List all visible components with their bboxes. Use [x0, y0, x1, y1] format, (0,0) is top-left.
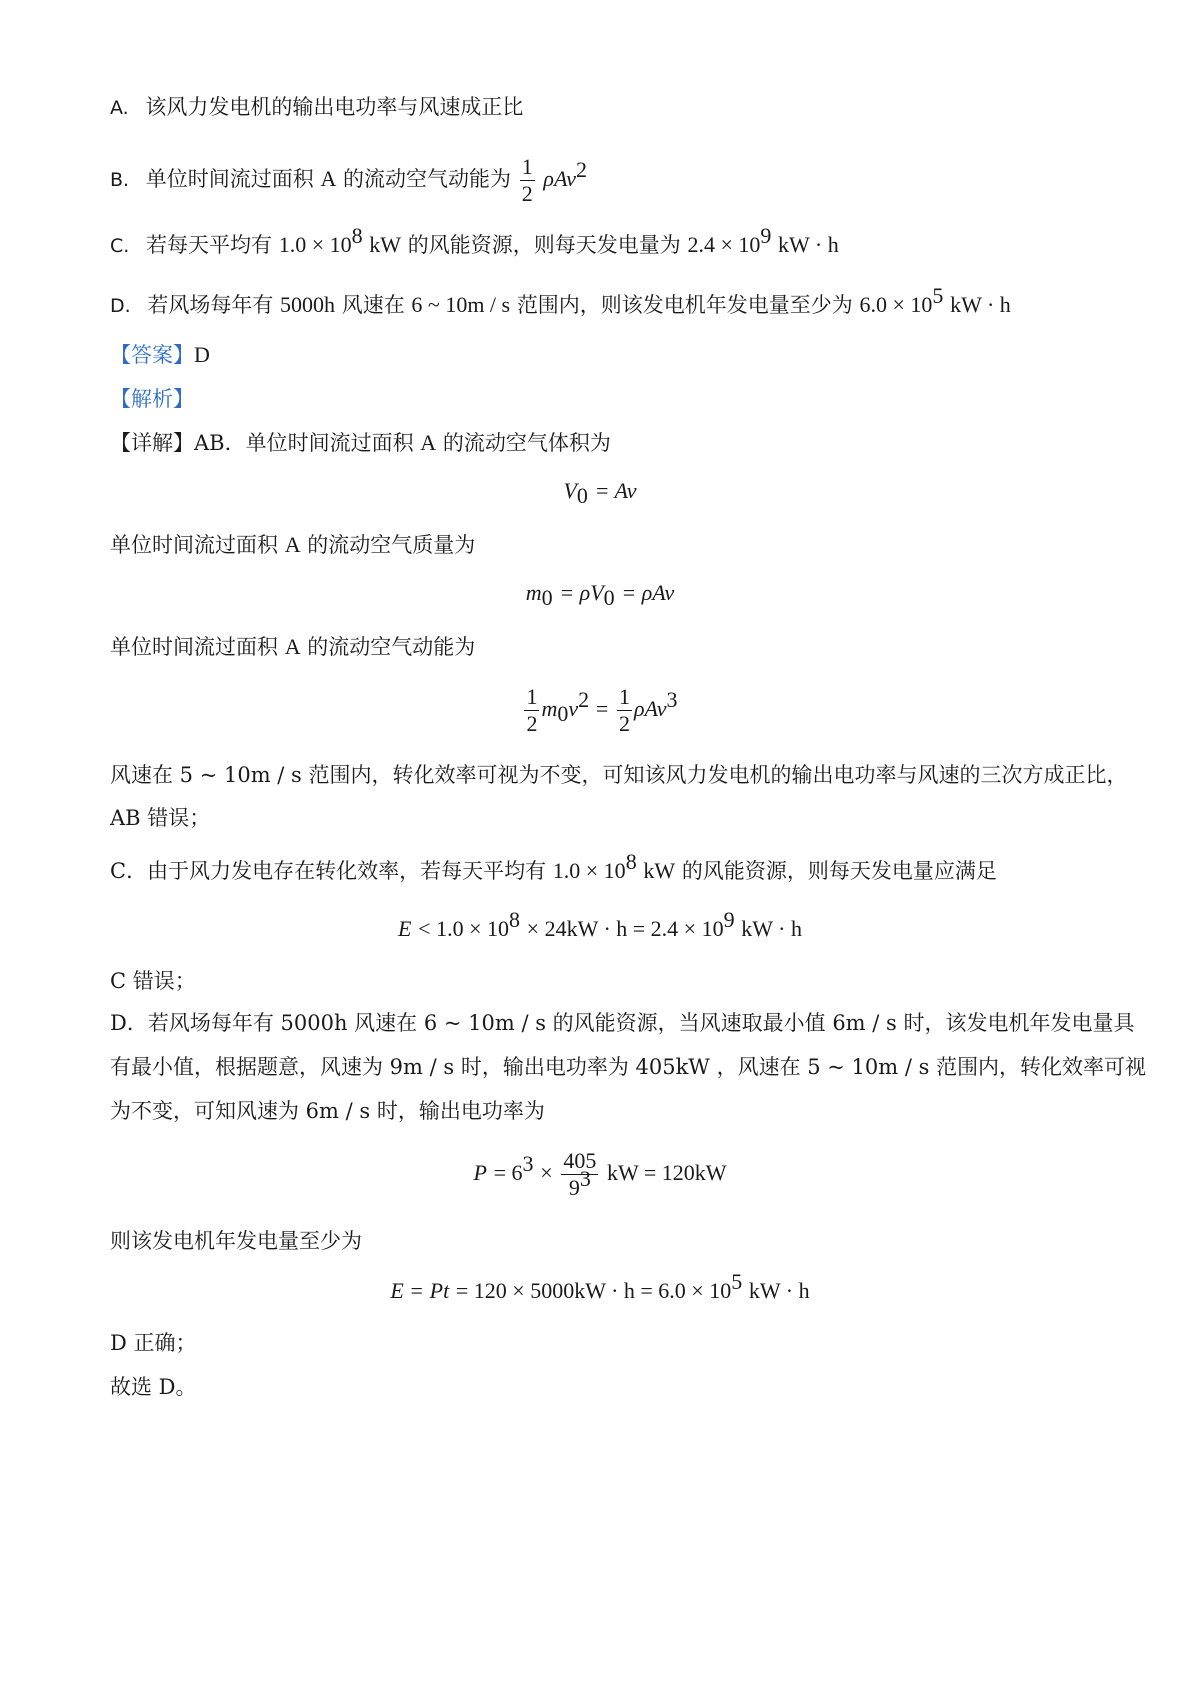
eq5-numerator: 405 — [563, 1148, 597, 1173]
answer-tag: 【答案】 — [110, 343, 194, 367]
eq3-fraction-1 — [524, 684, 539, 737]
c-unit: kW — [643, 858, 676, 883]
option-d-value: 6.0 × 10 — [859, 292, 933, 317]
eq4-op: < 1.0 × 10 — [418, 916, 509, 941]
option-d-hours: 5000h — [280, 292, 336, 317]
text3-var: A — [284, 634, 301, 659]
detail-intro — [110, 428, 611, 458]
detail-text-mass — [110, 530, 475, 560]
detail-d-line2: 有最小值，根据题意，风速为 9m / s 时，输出电功率为 405kW ，风速在 5 ~ 10m / s 范围内，转化效率可视 — [110, 1055, 1147, 1079]
eq6-mid: = 120 × 5000kW · h = 6.0 × 10 — [455, 1278, 732, 1303]
eq4-tail: kW · h — [741, 916, 802, 941]
option-b-label: B. — [110, 169, 130, 191]
eq4-lhs: E — [398, 916, 412, 941]
option-b-numerator: 1 — [521, 154, 533, 179]
eq5-lhs: P — [473, 1160, 487, 1185]
para1-line2: AB 错误； — [110, 806, 211, 830]
eq6-eq: = — [410, 1278, 423, 1303]
option-b-exponent: 2 — [575, 157, 587, 182]
text2-var: A — [284, 532, 301, 557]
eq5-tail: kW = 120kW — [607, 1160, 727, 1185]
equation-daily — [0, 907, 1200, 942]
equation-energy — [0, 684, 1200, 737]
option-c-value1: 1.0 × 10 — [278, 232, 352, 257]
text2-start: 单位时间流过面积 — [110, 533, 278, 557]
eq5-fraction — [561, 1148, 598, 1201]
detail-text-annual: 则该发电机年发电量至少为 — [110, 1229, 362, 1253]
c-mantissa: 1.0 × 10 — [552, 858, 626, 883]
option-a-label: A. — [110, 97, 129, 119]
option-d-value-unit: kW · h — [950, 292, 1011, 317]
eq4-exp1: 8 — [508, 907, 520, 932]
eq3-b: ρAv — [633, 696, 667, 721]
option-b-expression: ρAv — [543, 166, 576, 191]
eq5-exp: 3 — [522, 1151, 534, 1176]
option-d-text-pre: 若风场每年有 — [147, 293, 274, 317]
option-b-text-mid: 的流动空气动能为 — [343, 167, 512, 191]
eq2-b: = ρV — [559, 580, 604, 605]
option-c-value2: 2.4 × 10 — [687, 232, 761, 257]
option-b — [110, 154, 587, 207]
equation-power — [0, 1148, 1200, 1201]
eq3-a: m — [541, 696, 558, 721]
final-choice: 故选 D。 — [110, 1375, 197, 1399]
eq6-tail: kW · h — [748, 1278, 810, 1303]
eq3-equals: = — [595, 696, 609, 721]
option-c-text-mid: 的风能资源，则每天发电量为 — [407, 233, 681, 257]
para1-line1: 风速在 5 ~ 10m / s 范围内，转化效率可视为不变，可知该风力发电机的输出电功率与风速的三次方成正比， — [110, 763, 1128, 787]
eq3-numerator-1: 1 — [526, 684, 538, 709]
c-exp: 8 — [625, 849, 637, 874]
option-b-var: A — [320, 166, 337, 191]
eq6-exp: 5 — [731, 1269, 743, 1294]
option-c-value1-unit: kW — [369, 232, 402, 257]
detail-d-line3: 为不变，可知风速为 6m / s 时，输出电功率为 — [110, 1099, 545, 1123]
option-c-label: C. — [110, 235, 130, 257]
text2-end: 的流动空气质量为 — [307, 533, 476, 557]
eq2-b-sub: 0 — [603, 585, 615, 610]
eq3-a-exp: 2 — [578, 687, 590, 712]
eq5-denominator: 9 — [568, 1175, 580, 1200]
equation-mass — [0, 580, 1200, 610]
answer-value: D — [194, 342, 210, 367]
eq3-denominator-1: 2 — [526, 711, 538, 736]
text3-start: 单位时间流过面积 — [110, 635, 278, 659]
option-b-fraction — [520, 154, 535, 207]
option-a — [110, 92, 523, 123]
option-c-value2-unit: kW · h — [778, 232, 839, 257]
eq5-times: × — [540, 1160, 553, 1185]
eq3-numerator-2: 1 — [618, 684, 630, 709]
option-d — [110, 283, 1011, 321]
eq5-eq: = 6 — [493, 1160, 523, 1185]
option-c-value2-exp: 9 — [760, 223, 772, 248]
text3-end: 的流动空气动能为 — [307, 635, 476, 659]
analysis-tag: 【解析】 — [110, 387, 194, 411]
option-c-value1-exp: 8 — [351, 223, 363, 248]
detail-d-line1: D．若风场每年有 5000h 风速在 6 ~ 10m / s 的风能资源，当风速取最小值 6m / s 时，该发电机年发电量具 — [110, 1011, 1135, 1035]
detail-tag: 【详解】 — [110, 431, 194, 455]
eq6-lhs: E — [390, 1278, 404, 1303]
c-wrong: C 错误； — [110, 969, 196, 993]
detail-var: A — [420, 430, 437, 455]
c-pre: C．由于风力发电存在转化效率，若每天平均有 — [110, 859, 547, 883]
eq3-denominator-2: 2 — [618, 711, 630, 736]
eq4-exp2: 9 — [723, 907, 735, 932]
equation-volume — [0, 478, 1200, 508]
option-c — [110, 223, 839, 261]
option-b-text-pre: 单位时间流过面积 — [145, 167, 314, 191]
option-d-label: D. — [110, 295, 131, 317]
equation-annual — [0, 1269, 1200, 1304]
option-d-value-exp: 5 — [932, 283, 944, 308]
eq1-rhs: = Av — [594, 478, 637, 503]
eq1-lhs: V — [563, 478, 577, 503]
detail-c-line — [110, 849, 997, 886]
answer-line — [110, 340, 210, 370]
detail-text-energy — [110, 632, 475, 662]
option-c-text-pre: 若每天平均有 — [146, 233, 272, 257]
eq6-pt: Pt — [429, 1278, 450, 1303]
option-d-text-mid1: 风速在 — [341, 293, 405, 317]
eq3-b-exp: 3 — [666, 687, 678, 712]
detail-intro-text: AB．单位时间流过面积 — [194, 431, 414, 455]
option-d-text-mid2: 范围内，则该发电机年发电量至少为 — [516, 293, 853, 317]
detail-intro-end: 的流动空气体积为 — [442, 431, 611, 455]
eq2-a-sub: 0 — [541, 585, 553, 610]
eq4-mid: × 24kW · h = 2.4 × 10 — [526, 916, 724, 941]
eq1-lhs-sub: 0 — [576, 483, 588, 508]
analysis-line — [110, 384, 194, 414]
option-d-range: 6 ~ 10m / s — [411, 292, 511, 317]
option-a-text: 该风力发电机的输出电功率与风速成正比 — [145, 95, 524, 119]
eq3-fraction-2 — [617, 684, 632, 737]
eq5-denominator-exp: 3 — [579, 1166, 591, 1191]
eq3-a-tail: v — [568, 696, 579, 721]
eq2-c: = ρAv — [621, 580, 675, 605]
option-b-denominator: 2 — [521, 181, 533, 206]
eq2-a: m — [525, 580, 542, 605]
d-right: D 正确； — [110, 1331, 197, 1355]
eq3-a-sub: 0 — [557, 701, 569, 726]
c-post: 的风能资源，则每天发电量应满足 — [681, 859, 997, 883]
